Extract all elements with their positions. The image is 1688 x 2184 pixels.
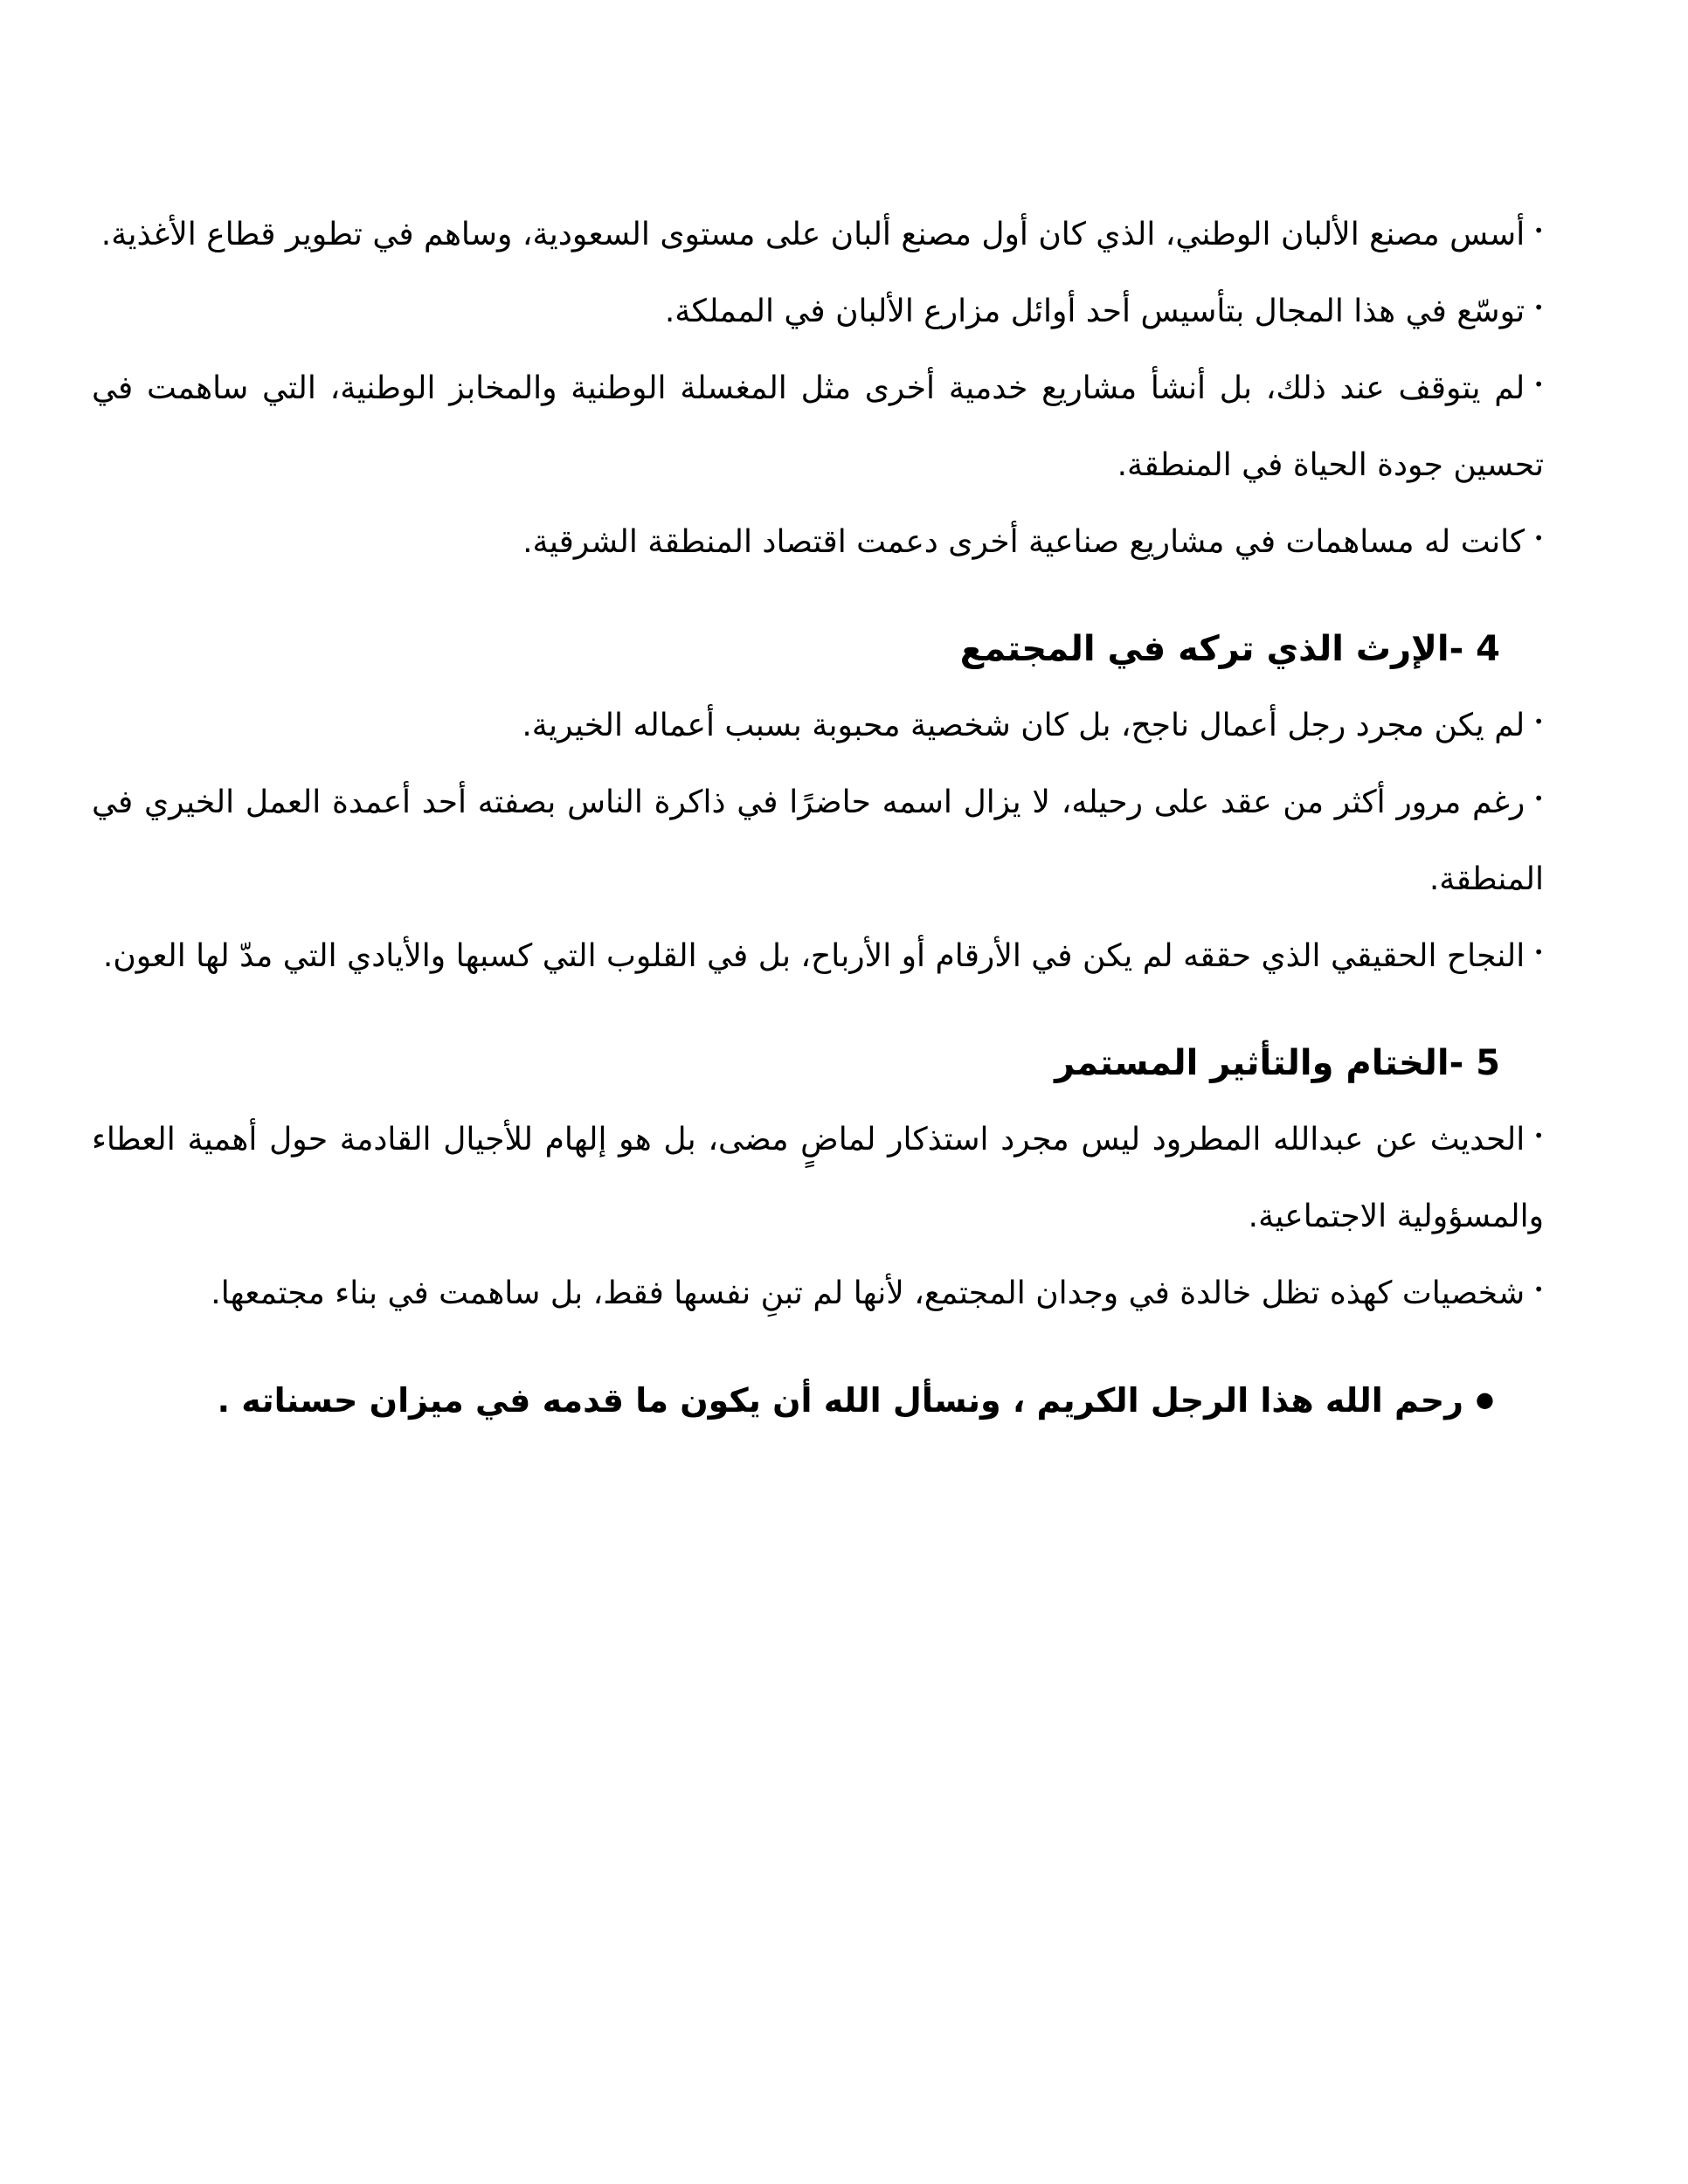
- intro-bullet-3-text: لم يتوقف عند ذلك، بل أنشأ مشاريع خدمية أخرى مثل المغسلة الوطنية والمخابز الوطنية، التي ساهمت في تحسين جودة الحياة في المنطقة.: [92, 370, 1544, 483]
- section-4-bullet-2: •رغم مرور أكثر من عقد على رحيله، لا يزال اسمه حاضرًا في ذاكرة الناس بصفته أحد أعمدة العمل الخيري في المنطقة.: [92, 784, 1544, 897]
- intro-bullet-4-text: كانت له مساهمات في مشاريع صناعية أخرى دعمت اقتصاد المنطقة الشرقية.: [522, 524, 1525, 560]
- section-4-bullet-3: •النجاح الحقيقي الذي حققه لم يكن في الأرقام أو الأرباح، بل في القلوب التي كسبها والأيادي التي مدّ لها العون.: [102, 938, 1544, 974]
- section-4-bullet-2-text: رغم مرور أكثر من عقد على رحيله، لا يزال اسمه حاضرًا في ذاكرة الناس بصفته أحد أعمدة العمل الخيري في المنطقة.: [92, 784, 1544, 897]
- section-5-bullet-2: •شخصيات كهذه تظل خالدة في وجدان المجتمع، لأنها لم تبنِ نفسها فقط، بل ساهمت في بناء مجتمعها.: [211, 1275, 1544, 1311]
- intro-bullet-2: •توسّع في هذا المجال بتأسيس أحد أوائل مزارع الألبان في المملكة.: [664, 294, 1544, 329]
- intro-bullet-2-text: توسّع في هذا المجال بتأسيس أحد أوائل مزارع الألبان في المملكة.: [664, 294, 1525, 329]
- section-5-bullet-1: •الحديث عن عبدالله المطرود ليس مجرد استذكار لماضٍ مضى، بل هو إلهام للأجيال القادمة حول أهمية العطاء والمسؤولية الاجتماعية.: [92, 1122, 1544, 1234]
- intro-bullet-1: •أسس مصنع الألبان الوطني، الذي كان أول مصنع ألبان على مستوى السعودية، وساهم في تطوير قطاع الأغذية.: [100, 217, 1544, 252]
- section-5-bullet-2-text: شخصيات كهذه تظل خالدة في وجدان المجتمع، لأنها لم تبنِ نفسها فقط، بل ساهمت في بناء مجتمعها.: [211, 1275, 1525, 1311]
- intro-bullet-1-text: أسس مصنع الألبان الوطني، الذي كان أول مصنع ألبان على مستوى السعودية، وساهم في تطوير قطاع الأغذية.: [100, 217, 1525, 252]
- intro-bullet-4: •كانت له مساهمات في مشاريع صناعية أخرى دعمت اقتصاد المنطقة الشرقية.: [522, 524, 1544, 560]
- section-4-bullet-3-text: النجاح الحقيقي الذي حققه لم يكن في الأرقام أو الأرباح، بل في القلوب التي كسبها والأيادي التي مدّ لها العون.: [102, 938, 1525, 974]
- closing-line: ●رحم الله هذا الرجل الكريم ، ونسأل الله أن يكون ما قدمه في ميزان حسناته .: [217, 1381, 1494, 1420]
- intro-bullet-3: •لم يتوقف عند ذلك، بل أنشأ مشاريع خدمية أخرى مثل المغسلة الوطنية والمخابز الوطنية، التي ساهمت في تحسين جودة الحياة في المنطقة.: [92, 370, 1544, 483]
- section-4-bullet-1-text: لم يكن مجرد رجل أعمال ناجح، بل كان شخصية محبوبة بسبب أعماله الخيرية.: [522, 708, 1525, 743]
- section-4-bullet-1: •لم يكن مجرد رجل أعمال ناجح، بل كان شخصية محبوبة بسبب أعماله الخيرية.: [522, 708, 1544, 743]
- section-heading-5: 5 -الختام والتأثير المستمر: [1055, 1043, 1500, 1083]
- section-heading-4: 4 -الإرث الذي تركه في المجتمع: [959, 629, 1500, 669]
- section-5-bullet-1-text: الحديث عن عبدالله المطرود ليس مجرد استذكار لماضٍ مضى، بل هو إلهام للأجيال القادمة حول أهمية العطاء والمسؤولية الاجتماعية.: [92, 1122, 1544, 1234]
- closing-line-text: رحم الله هذا الرجل الكريم ، ونسأل الله أن يكون ما قدمه في ميزان حسناته .: [217, 1381, 1464, 1420]
